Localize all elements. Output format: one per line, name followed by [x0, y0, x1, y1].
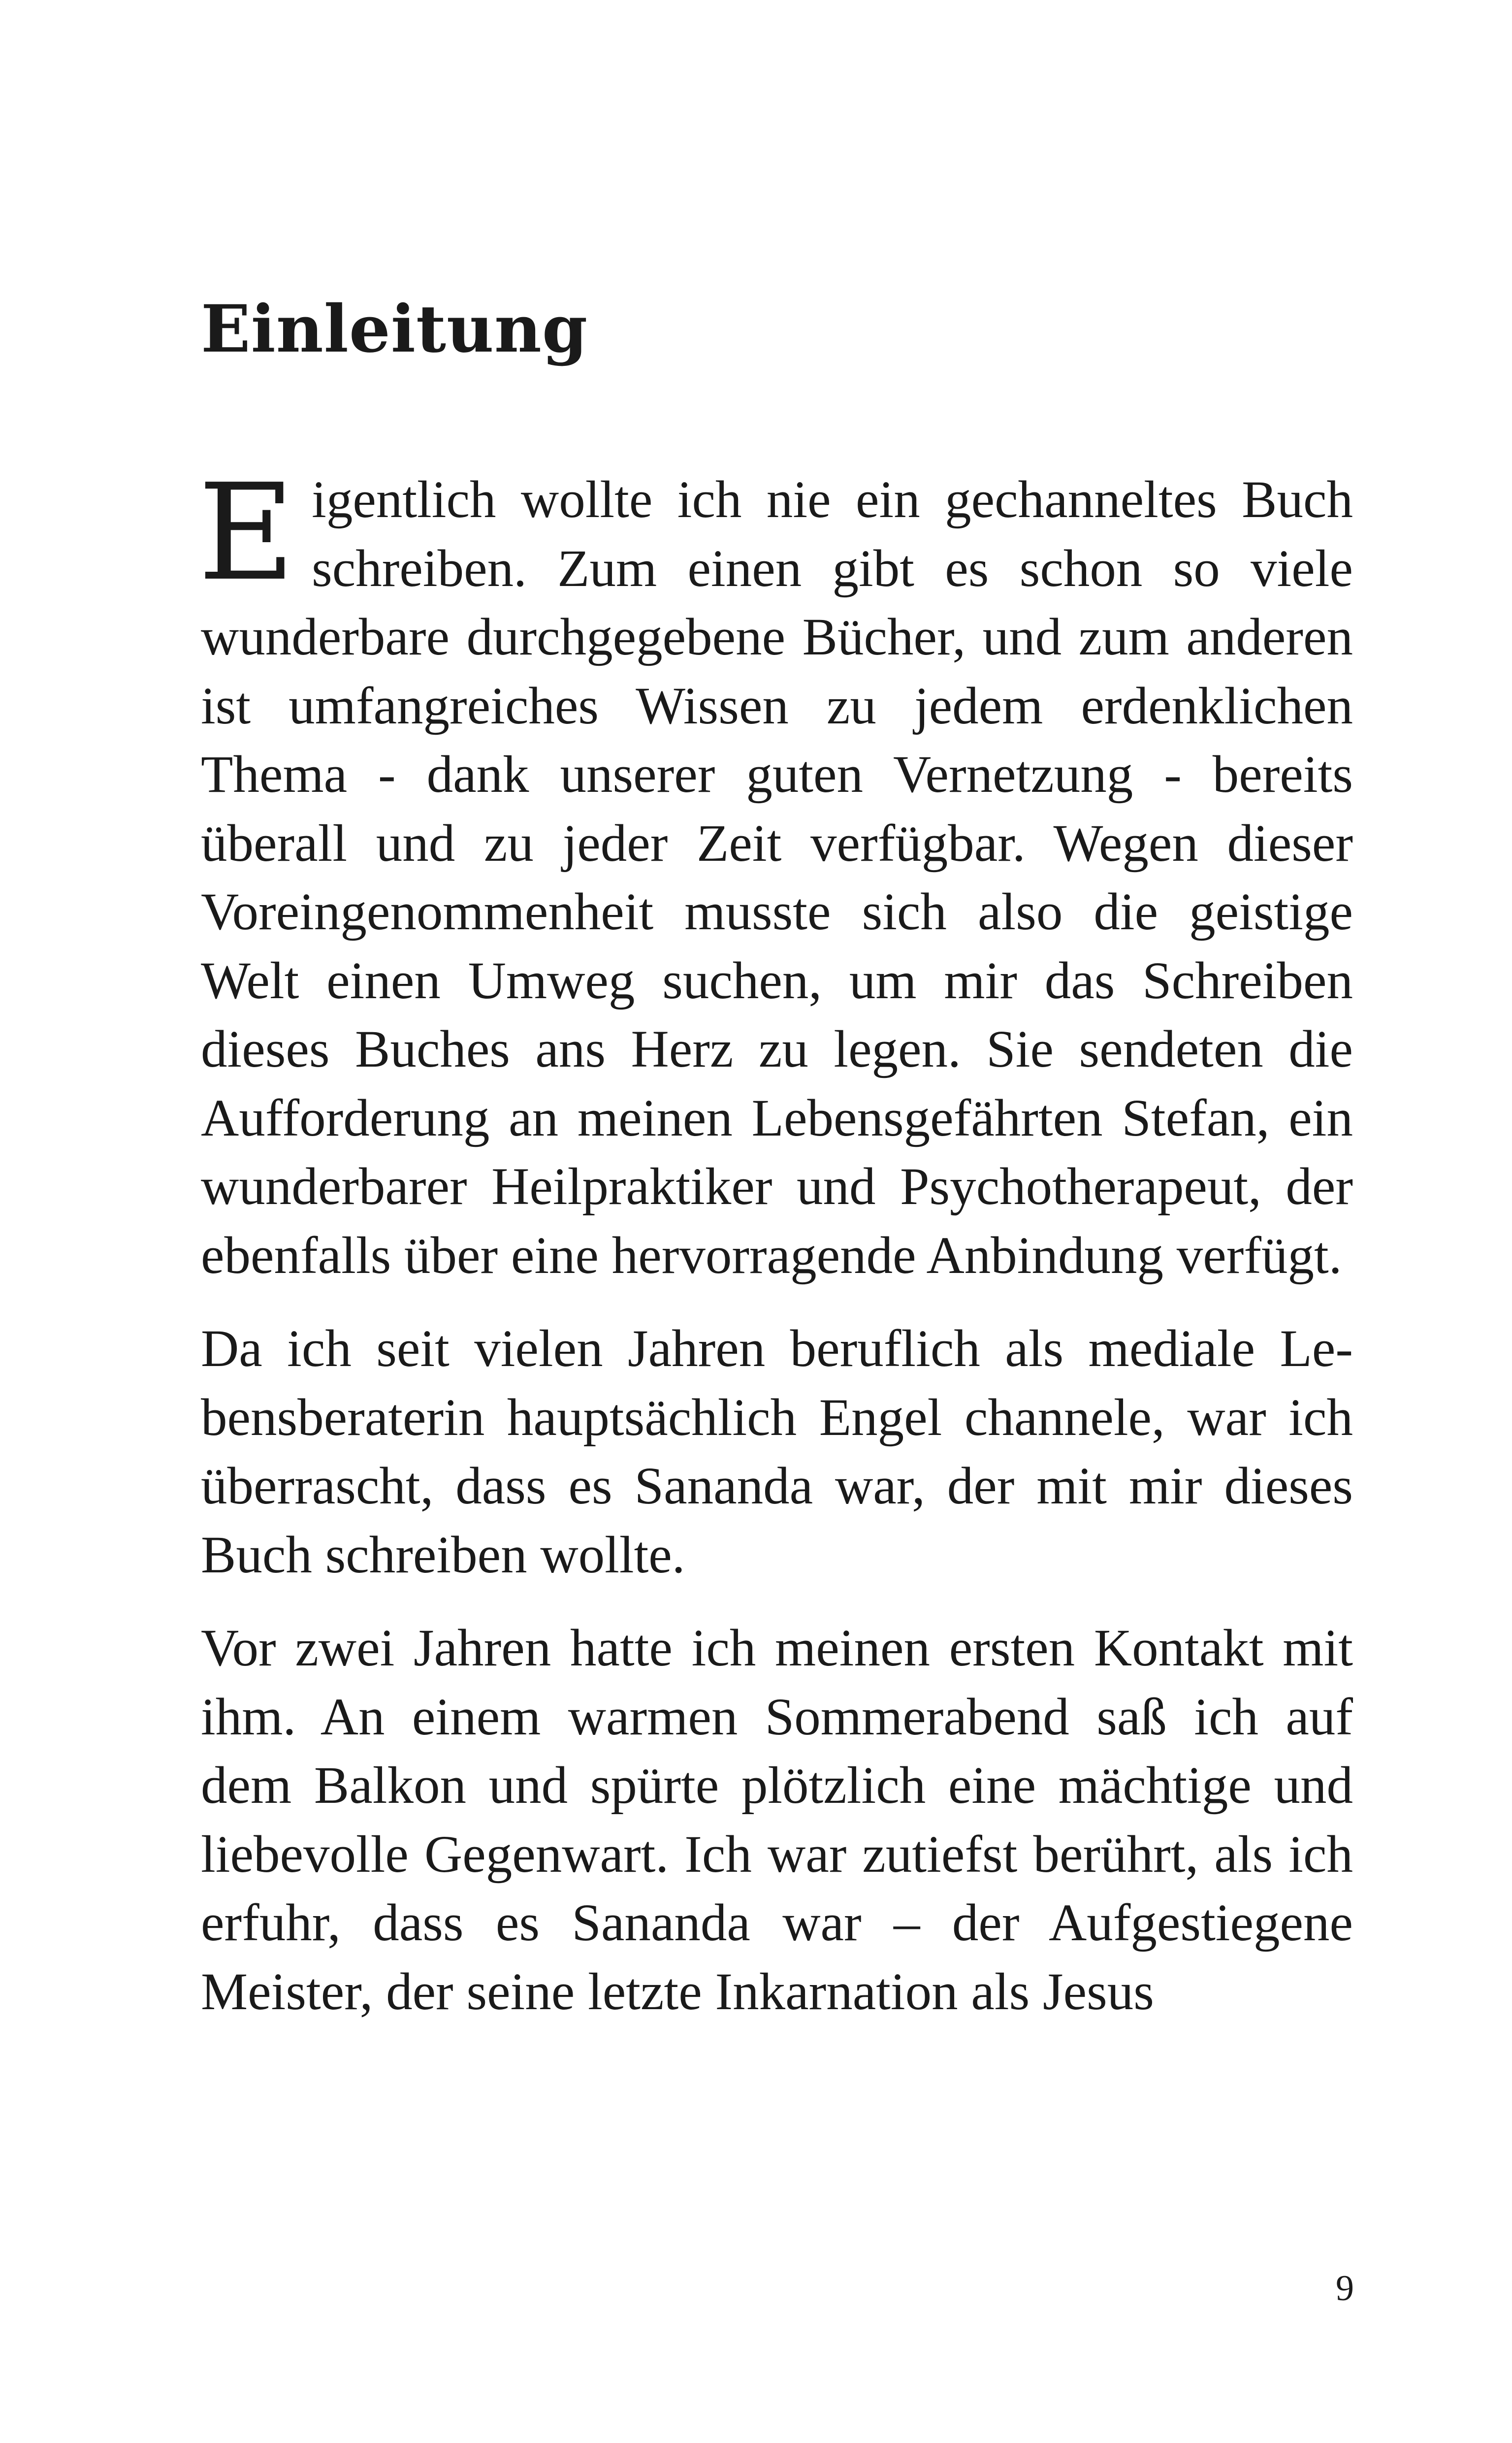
page-number: 9	[1336, 2268, 1354, 2309]
paragraph-1	[198, 455, 1353, 1290]
chapter-heading: Einleitung	[201, 291, 588, 367]
paragraph-1-text: igentlich wollte ich nie ein gechanneltes Buch schreiben. Zum einen gibt es schon so viele wunderbare durchgegebene Bücher, und zum anderen ist umfangreiches Wissen zu jedem erdenklichen Thema - dank unserer guten Vernetzung - bereits überall und zu jeder Zeit verfügbar. Wegen dieser Voreingenommenheit musste sich also die geistige Welt einen Umweg suchen, um mir das Schreiben dieses Buches ans Herz zu legen. Sie sendeten die Aufforderung an meinen Lebensgefährten Stefan, ein wunderbarer Heilpraktiker und Psychotherapeut, der ebenfalls über eine hervorragende Anbindung verfügt.	[201, 471, 1353, 1285]
paragraph-2: Da ich seit vielen Jahren beruflich als mediale Lebensberaterin hauptsächlich Engel channele, war ich überrascht, dass es Sananda war, der mit mir dieses Buch schreiben wollte.	[201, 1320, 1353, 1584]
paragraph-3: Vor zwei Jahren hatte ich meinen ersten Kontakt mit ihm. An einem warmen Sommerabend saß ich auf dem Balkon und spürte plötzlich eine mächtige und liebevolle Gegenwart. Ich war zutiefst berührt, als ich erfuhr, dass es Sananda war – der Aufgestiegene Meister, der seine letzte Inkarnation als Jesus	[201, 1619, 1353, 2021]
body-text	[198, 455, 1353, 2051]
drop-cap: E	[198, 455, 295, 610]
